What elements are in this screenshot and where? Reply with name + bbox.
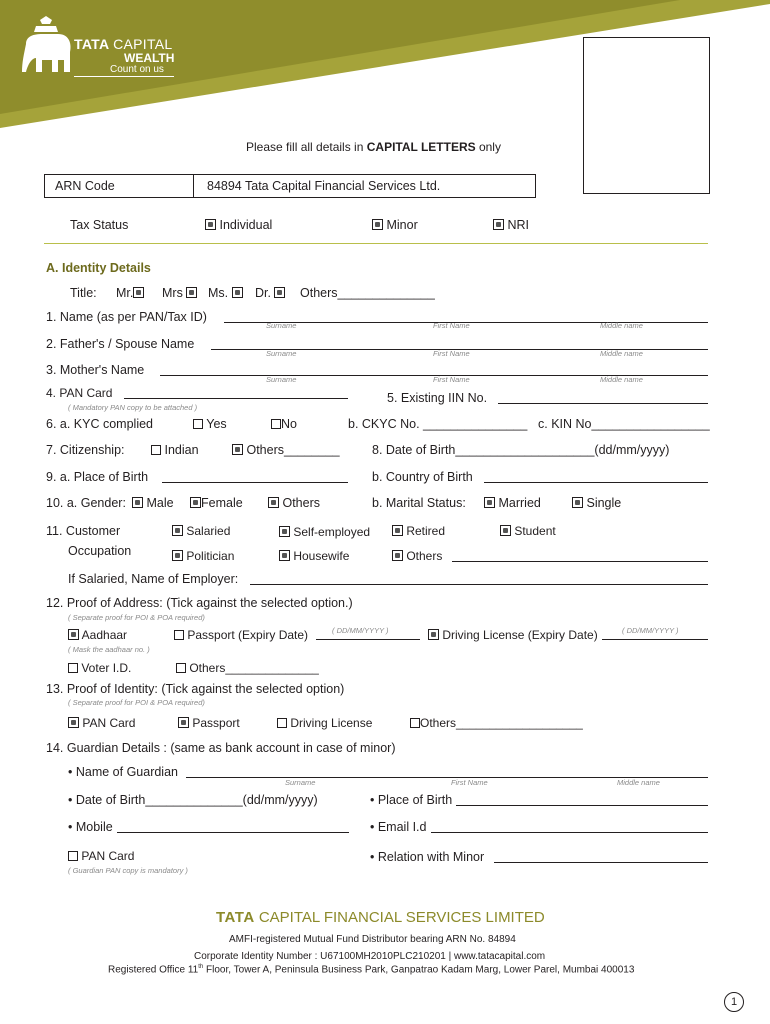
title-ms[interactable]: Ms. xyxy=(208,286,243,300)
poa-driving-license[interactable]: Driving License (Expiry Date) xyxy=(428,628,598,642)
country-of-birth-line[interactable] xyxy=(484,482,708,483)
checkbox-icon[interactable] xyxy=(205,219,216,230)
title-mr[interactable]: Mr. xyxy=(116,286,144,300)
q12-note: ( Separate proof for POI & POA required) xyxy=(68,613,205,622)
q11-label-occupation: Occupation xyxy=(68,544,132,558)
q12-label: 12. Proof of Address: (Tick against the selected option.) xyxy=(46,596,353,610)
ddmm-hint: ( DD/MM/YYYY ) xyxy=(332,626,389,635)
q6-label: 6. a. KYC complied xyxy=(46,417,153,431)
tax-status-label: Tax Status xyxy=(70,218,129,232)
arn-box xyxy=(44,174,536,198)
marital-single[interactable]: Single xyxy=(572,496,621,510)
elephant-logo-icon xyxy=(14,14,78,78)
checkbox-icon[interactable] xyxy=(190,497,201,508)
iin-line[interactable] xyxy=(498,403,708,404)
q5-label: 5. Existing IIN No. xyxy=(387,391,488,405)
occupation-politician[interactable]: Politician xyxy=(172,549,234,563)
guardian-relation-label: • Relation with Minor xyxy=(370,850,485,864)
checkbox-icon[interactable] xyxy=(232,444,243,455)
name-sub-surname: Surname xyxy=(285,778,316,787)
footer-line-1: AMFI-registered Mutual Fund Distributor bearing ARN No. 84894 xyxy=(229,934,516,945)
checkbox-icon[interactable] xyxy=(174,630,184,640)
poa-aadhaar[interactable]: Aadhaar xyxy=(68,628,127,642)
checkbox-icon[interactable] xyxy=(271,419,281,429)
poa-passport[interactable]: Passport (Expiry Date) xyxy=(174,628,308,642)
citizenship-indian[interactable]: Indian xyxy=(151,443,199,457)
q1-label: 1. Name (as per PAN/Tax ID) xyxy=(46,310,207,324)
checkbox-icon[interactable] xyxy=(410,718,420,728)
q14-label: 14. Guardian Details : (same as bank account in case of minor) xyxy=(46,741,396,755)
name-sub-first: First Name xyxy=(433,349,470,358)
footer-line-3: Registered Office 11th Floor, Tower A, Peninsula Business Park, Ganpatrao Kadam Marg, Lower Parel, Mumbai 400013 xyxy=(108,964,635,976)
occupation-others[interactable]: Others xyxy=(392,549,442,563)
logo-tagline: Count on us xyxy=(110,64,164,75)
checkbox-icon[interactable] xyxy=(178,717,189,728)
checkbox-icon[interactable] xyxy=(232,287,243,298)
poi-pan-card[interactable]: PAN Card xyxy=(68,716,135,730)
checkbox-icon[interactable] xyxy=(132,497,143,508)
q2-label: 2. Father's / Spouse Name xyxy=(46,337,195,351)
q8-dob[interactable]: 8. Date of Birth____________________(dd/mm/yyyy) xyxy=(372,443,670,457)
checkbox-icon[interactable] xyxy=(68,629,79,640)
q4-label: 4. PAN Card xyxy=(46,386,113,400)
checkbox-icon[interactable] xyxy=(133,287,144,298)
occupation-student[interactable]: Student xyxy=(500,524,556,538)
dl-expiry-line[interactable] xyxy=(602,639,708,640)
guardian-email-line[interactable] xyxy=(431,832,708,833)
poi-others[interactable]: Others___________________ xyxy=(410,716,583,730)
q9b-label: b. Country of Birth xyxy=(372,470,473,484)
checkbox-icon[interactable] xyxy=(277,718,287,728)
name-sub-middle: Middle name xyxy=(617,778,660,787)
arn-label: ARN Code xyxy=(55,179,115,193)
pan-card-note: ( Mandatory PAN copy to be attached ) xyxy=(68,403,198,412)
employer-line[interactable] xyxy=(250,584,708,585)
occupation-housewife[interactable]: Housewife xyxy=(279,549,349,563)
guardian-pan-note: ( Guardian PAN copy is mandatory ) xyxy=(68,866,188,875)
checkbox-icon[interactable] xyxy=(68,717,79,728)
footer-line-2: Corporate Identity Number : U67100MH2010PLC210201 | www.tatacapital.com xyxy=(194,951,546,962)
ddmm-hint: ( DD/MM/YYYY ) xyxy=(622,626,679,635)
checkbox-icon[interactable] xyxy=(172,525,183,536)
kyc-no[interactable]: No xyxy=(271,417,297,431)
footer-company-name: TATA CAPITAL FINANCIAL SERVICES LIMITED xyxy=(216,909,545,926)
pan-card-line[interactable] xyxy=(124,398,348,399)
checkbox-icon[interactable] xyxy=(484,497,495,508)
kyc-yes[interactable]: Yes xyxy=(193,417,227,431)
logo-tata-text: TATA xyxy=(74,36,109,52)
section-divider xyxy=(44,243,708,244)
place-of-birth-line[interactable] xyxy=(162,482,348,483)
name-sub-middle: Middle name xyxy=(600,375,643,384)
name-sub-first: First Name xyxy=(433,321,470,330)
checkbox-icon[interactable] xyxy=(392,550,403,561)
q10-label: 10. a. Gender: xyxy=(46,496,126,510)
checkbox-icon[interactable] xyxy=(176,663,186,673)
gender-male[interactable]: Male xyxy=(132,496,174,510)
q7-label: 7. Citizenship: xyxy=(46,443,125,457)
title-mrs[interactable]: Mrs xyxy=(162,286,197,300)
page-number: 1 xyxy=(724,992,744,1012)
tax-status-nri[interactable]: NRI xyxy=(493,218,529,232)
q11-label: 11. Customer xyxy=(46,524,121,538)
name-sub-surname: Surname xyxy=(266,321,297,330)
title-others[interactable]: Others______________ xyxy=(300,286,435,300)
checkbox-icon[interactable] xyxy=(279,550,290,561)
name-sub-first: First Name xyxy=(433,375,470,384)
passport-expiry-line[interactable] xyxy=(316,639,420,640)
logo-wealth-text: WEALTH xyxy=(124,51,175,65)
name-sub-middle: Middle name xyxy=(600,321,643,330)
checkbox-icon[interactable] xyxy=(493,219,504,230)
marital-label: b. Marital Status: xyxy=(372,496,466,510)
checkbox-icon[interactable] xyxy=(186,287,197,298)
checkbox-icon[interactable] xyxy=(372,219,383,230)
title-label: Title: xyxy=(70,286,97,300)
photo-box[interactable] xyxy=(583,37,710,194)
marital-married[interactable]: Married xyxy=(484,496,541,510)
poi-passport[interactable]: Passport xyxy=(178,716,240,730)
occupation-salaried[interactable]: Salaried xyxy=(172,524,230,538)
kin-no[interactable]: c. KIN No_________________ xyxy=(538,417,710,431)
guardian-pob-line[interactable] xyxy=(456,805,708,806)
name-sub-surname: Surname xyxy=(266,375,297,384)
checkbox-icon[interactable] xyxy=(500,525,511,536)
guardian-email-label: • Email I.d xyxy=(370,820,427,834)
occupation-self-employed[interactable]: Self-employed xyxy=(279,525,370,539)
gender-female[interactable]: Female xyxy=(190,496,243,510)
checkbox-icon[interactable] xyxy=(274,287,285,298)
checkbox-icon[interactable] xyxy=(193,419,203,429)
checkbox-icon[interactable] xyxy=(68,851,78,861)
guardian-relation-line[interactable] xyxy=(494,862,708,863)
citizenship-others[interactable]: Others________ xyxy=(232,443,340,457)
arn-value: 84894 Tata Capital Financial Services Ltd. xyxy=(207,179,441,193)
checkbox-icon[interactable] xyxy=(68,663,78,673)
poi-driving-license[interactable]: Driving License xyxy=(277,716,372,730)
logo-capital-text: CAPITAL xyxy=(113,36,173,52)
checkbox-icon[interactable] xyxy=(151,445,161,455)
checkbox-icon[interactable] xyxy=(428,629,439,640)
guardian-pan[interactable]: PAN Card xyxy=(68,849,134,863)
q13-note: ( Separate proof for POI & POA required) xyxy=(68,698,205,707)
checkbox-icon[interactable] xyxy=(172,550,183,561)
name-sub-first: First Name xyxy=(451,778,488,787)
q3-label: 3. Mother's Name xyxy=(46,363,145,377)
checkbox-icon[interactable] xyxy=(279,526,290,537)
tax-status-minor[interactable]: Minor xyxy=(372,218,418,232)
fill-instruction: Please fill all details in CAPITAL LETTERS only xyxy=(246,140,501,154)
checkbox-icon[interactable] xyxy=(392,525,403,536)
ckyc-no[interactable]: b. CKYC No. _______________ xyxy=(348,417,528,431)
name-sub-middle: Middle name xyxy=(600,349,643,358)
guardian-pob-label: • Place of Birth xyxy=(370,793,453,807)
q13-label: 13. Proof of Identity: (Tick against the selected option) xyxy=(46,682,345,696)
guardian-mobile-line[interactable] xyxy=(117,832,349,833)
checkbox-icon[interactable] xyxy=(572,497,583,508)
poa-others[interactable]: Others______________ xyxy=(176,661,319,675)
occupation-others-line[interactable] xyxy=(452,561,708,562)
poa-voter-id[interactable]: Voter I.D. xyxy=(68,661,131,675)
occupation-retired[interactable]: Retired xyxy=(392,524,445,538)
title-dr[interactable]: Dr. xyxy=(255,286,285,300)
aadhaar-note: ( Mask the aadhaar no. ) xyxy=(68,645,150,654)
name-sub-surname: Surname xyxy=(266,349,297,358)
guardian-dob[interactable]: • Date of Birth______________(dd/mm/yyyy) xyxy=(68,793,318,807)
tata-capital-wealth-logo xyxy=(14,14,184,80)
checkbox-icon[interactable] xyxy=(268,497,279,508)
guardian-name-label: • Name of Guardian xyxy=(68,765,178,779)
guardian-mobile-label: • Mobile xyxy=(68,820,113,834)
q9a-label: 9. a. Place of Birth xyxy=(46,470,149,484)
tax-status-individual[interactable]: Individual xyxy=(205,218,272,232)
gender-others[interactable]: Others xyxy=(268,496,320,510)
employer-label: If Salaried, Name of Employer: xyxy=(68,572,239,586)
section-a-title: A. Identity Details xyxy=(46,261,151,275)
